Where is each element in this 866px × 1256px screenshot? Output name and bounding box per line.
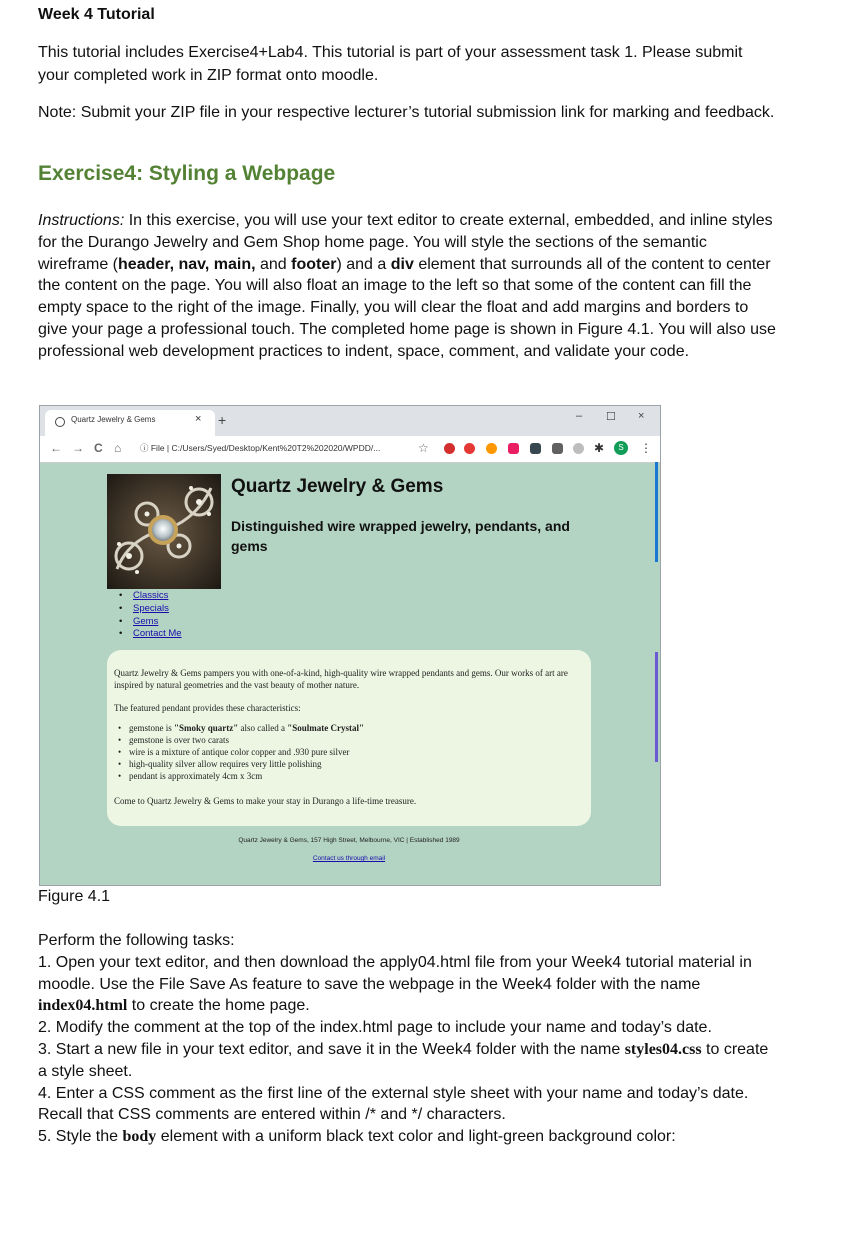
list-bold: "Smoky quartz" [174, 723, 239, 733]
site-footer-text: Quartz Jewelry & Gems, 157 High Street, Melbourne, VIC | Established 1989 [238, 837, 460, 844]
nav-item-specials [119, 603, 182, 616]
home-icon[interactable]: ⌂ [114, 441, 122, 455]
extension-icon[interactable] [573, 443, 584, 454]
list-item: • gemstone is over two carats [114, 734, 364, 746]
characteristics-list [114, 722, 364, 782]
task-2: 2. Modify the comment at the top of the index.html page to include your name and today’s date. [38, 1019, 712, 1037]
nav-item-classics [119, 590, 182, 603]
site-title: Quartz Jewelry & Gems [231, 476, 444, 497]
maximize-icon[interactable]: ☐ [606, 411, 616, 423]
instructions-paragraph [38, 210, 778, 363]
main-paragraph-3: Come to Quartz Jewelry & Gems to make your stay in Durango a life-time treasure. [114, 796, 417, 806]
task-3 [38, 1039, 778, 1083]
star-icon[interactable]: ☆ [418, 441, 429, 455]
instructions-text-3: ) and a [336, 255, 391, 273]
task-text: 3. Start a new file in your text editor, and save it in the Week4 folder with the name [38, 1040, 625, 1058]
pendant-image [107, 474, 221, 589]
puzzle-icon[interactable]: ✱ [594, 441, 605, 455]
nav-link-gems[interactable]: Gems [133, 615, 159, 627]
list-text: gemstone is [129, 723, 174, 733]
filename-index04: index04.html [38, 997, 128, 1015]
instructions-bold-2: footer [291, 255, 337, 273]
task-text: element with a uniform black text color and light-green background color: [156, 1128, 676, 1146]
forward-icon[interactable]: → [72, 441, 84, 455]
main-paragraph-1: Quartz Jewelry & Gems pampers you with one-of-a-kind, high-quality wire wrapped pendants and gems. Our works of art are inspired by natural geometries and the vast beauty of mother nature. [114, 668, 568, 690]
reload-icon[interactable]: C [94, 441, 103, 455]
extension-icon[interactable] [444, 443, 455, 454]
intro-paragraph: This tutorial includes Exercise4+Lab4. This tutorial is part of your assessment task 1. Please submit your completed work in ZIP format onto moodle. [38, 44, 743, 84]
list-bold: "Soulmate Crystal" [287, 723, 364, 733]
tasks-intro: Perform the following tasks: [38, 932, 235, 949]
address-bar [40, 436, 660, 463]
tasks-section [38, 930, 778, 1148]
new-tab-icon[interactable]: + [218, 412, 227, 428]
tab-close-icon[interactable]: × [195, 413, 202, 425]
instructions-label: Instructions: [38, 212, 125, 229]
task-5 [38, 1126, 778, 1148]
nav-link-classics[interactable]: Classics [133, 590, 169, 601]
extension-icon[interactable] [552, 443, 563, 454]
url-field[interactable]: ⓘ File | C:/Users/Syed/Desktop/Kent%20T2%202020/WPDD/... [140, 443, 381, 453]
instructions-bold-1: header, nav, main, [118, 255, 256, 273]
extension-icon[interactable] [508, 443, 519, 454]
list-item: • wire is a mixture of antique color copper and .930 pure silver [114, 746, 364, 758]
extension-icon[interactable] [530, 443, 541, 454]
instructions-text-1: In this exercise, you will use your text editor to create external, embedded, and inline styles for the Durango Jewelry and Gem Shop home page. You will style the sections of the semantic wireframe ( [38, 212, 773, 273]
site-subtitle: Distinguished wire wrapped jewelry, pendants, and gems [231, 518, 570, 554]
instructions-text-2: and [255, 255, 292, 273]
browser-tab[interactable] [45, 410, 215, 436]
task-text: 1. Open your text editor, and then download the apply04.html file from your Week4 tutorial material in moodle. Use the File Save As feature to save the webpage in the Week4 folder with the name [38, 953, 752, 993]
list-text: also called a [238, 723, 288, 733]
list-item [114, 722, 364, 734]
figure-caption: Figure 4.1 [38, 888, 111, 905]
scroll-edge [655, 462, 658, 562]
task-text: to create a style sheet. [38, 1040, 769, 1080]
element-body: body [122, 1128, 157, 1146]
task-text: 5. Style the [38, 1128, 123, 1146]
instructions-text-4: element that surrounds all of the content to center the content on the page. You will also float an image to the left so that some of the content can fill the empty space to the right of the image. Finally, you will clear the float and add margins and borders to give your page a professional touch. The completed home page is shown in Figure 4.1. You will also use professional web development practices to indent, space, comment, and validate your code. [38, 255, 776, 360]
document-heading: Week 4 Tutorial [38, 6, 155, 23]
extension-icon[interactable] [464, 443, 475, 454]
task-1 [38, 952, 778, 1017]
main-paragraph-2: The featured pendant provides these characteristics: [114, 703, 301, 713]
tab-bar [40, 406, 660, 436]
profile-icon[interactable]: S [614, 441, 628, 455]
window-close-icon[interactable]: × [638, 410, 645, 422]
scroll-edge [655, 652, 658, 762]
globe-icon [55, 417, 65, 427]
note-paragraph: Note: Submit your ZIP file in your respective lecturer’s tutorial submission link for marking and feedback. [38, 104, 775, 121]
exercise-title: Exercise4: Styling a Webpage [38, 162, 336, 185]
task-4: 4. Enter a CSS comment as the first line of the external style sheet with your name and today’s date. Recall that CSS comments are entered within /* and */ characters. [38, 1084, 749, 1124]
back-icon[interactable]: ← [50, 441, 62, 455]
site-nav [119, 590, 182, 641]
task-text: to create the home page. [127, 997, 310, 1015]
nav-item-gems [119, 616, 182, 629]
nav-link-specials[interactable]: Specials [133, 602, 169, 614]
instructions-bold-3: div [390, 255, 414, 273]
list-item: • high-quality silver allow requires very little polishing [114, 758, 364, 770]
nav-link-contact[interactable]: Contact Me [133, 628, 182, 640]
list-item: • pendant is approximately 4cm x 3cm [114, 770, 364, 782]
extension-icon[interactable] [486, 443, 497, 454]
minimize-icon[interactable]: – [576, 410, 583, 422]
figure-browser-screenshot [39, 405, 661, 886]
footer-email-link[interactable]: Contact us through email [312, 855, 386, 862]
web-page-viewport [40, 462, 658, 885]
nav-item-contact [119, 628, 182, 641]
tab-title: Quartz Jewelry & Gems [71, 415, 156, 424]
filename-styles04: styles04.css [624, 1040, 702, 1058]
main-content-box [107, 650, 591, 826]
menu-icon[interactable]: ⋮ [640, 441, 652, 455]
